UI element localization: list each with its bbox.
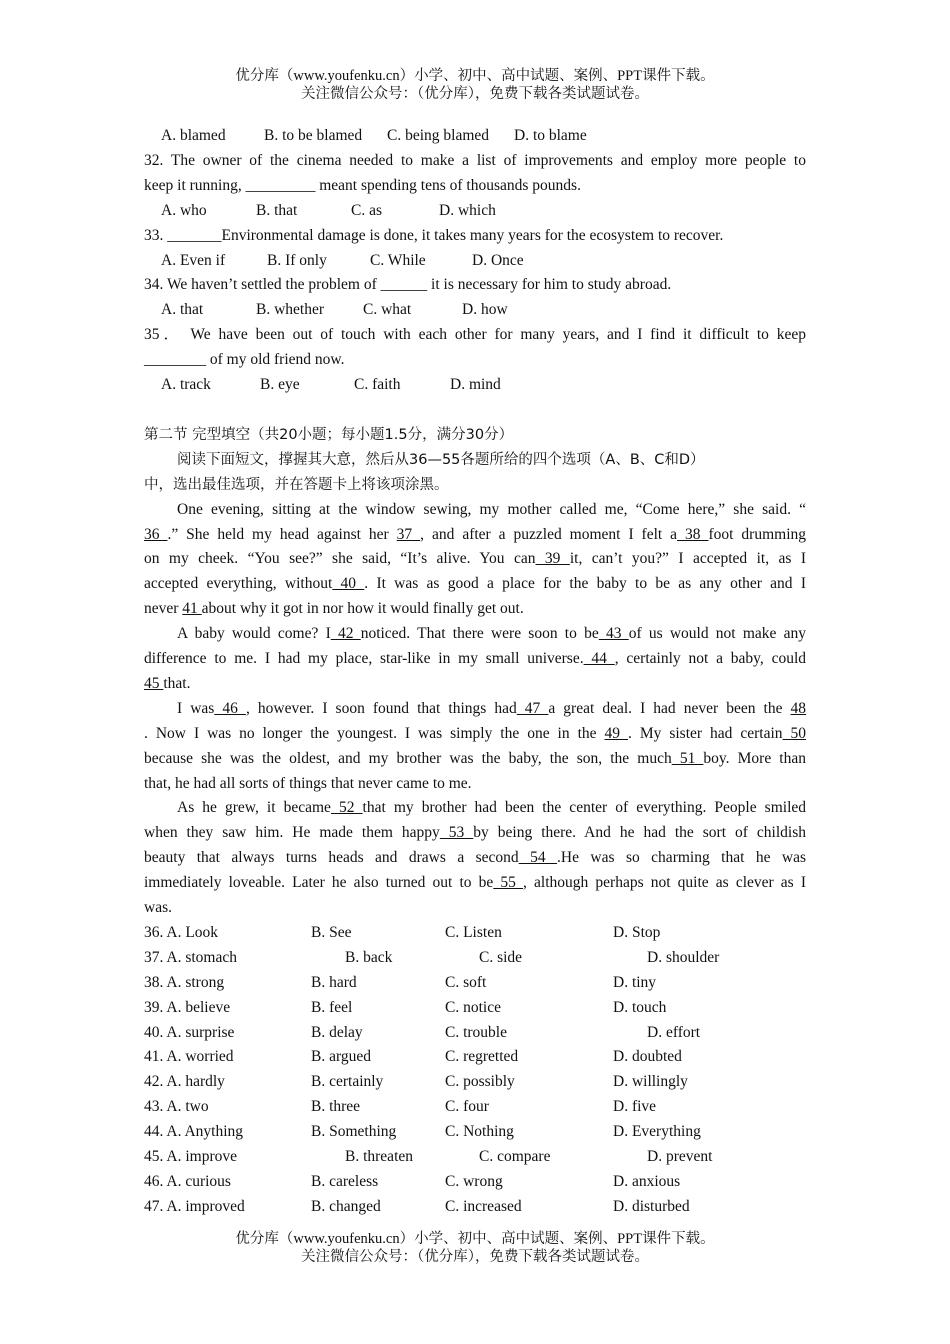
choice-option-c: C. compare — [479, 1148, 551, 1166]
passage-text: by being there. And he had the sort of childish — [473, 824, 806, 842]
passage-text: of us would not make any — [628, 625, 807, 643]
choice-row — [144, 1170, 806, 1195]
passage-p4-line-1 — [144, 796, 806, 821]
passage-text: , and after a puzzled moment I felt a — [420, 525, 678, 543]
page-header — [0, 67, 950, 103]
passage-text: As he grew, it became — [177, 799, 331, 817]
blank-number: 49 — [604, 724, 628, 742]
header-line-1: 优分库（www.youfenku.cn）小学、初中、高中试题、案例、PPT课件下载。 — [235, 68, 715, 84]
q32-option-d: D. which — [439, 201, 496, 219]
q35-stem-line-1: 35． We have been out of touch with each other for many years, and I find it difficult to keep — [144, 326, 806, 344]
q34-option-b: B. whether — [256, 301, 325, 319]
q35-options — [144, 373, 806, 398]
passage-p3-line-4 — [144, 772, 806, 797]
passage-text: , certainly not a baby, could — [614, 650, 807, 668]
choice-option-c: C. Nothing — [445, 1123, 514, 1141]
passage-p3-line-3 — [144, 747, 806, 772]
choice-option-n: 36. A. Look — [144, 924, 219, 942]
q32-option-c: C. as — [351, 201, 382, 219]
choice-option-n: 44. A. Anything — [144, 1123, 244, 1141]
q35-option-b: B. eye — [260, 376, 300, 393]
choice-option-c: C. trouble — [445, 1023, 507, 1041]
choice-option-b: B. three — [311, 1098, 361, 1116]
choice-option-n: 37. A. stomach — [144, 948, 237, 966]
choice-option-b: B. back — [345, 948, 393, 966]
passage-p2-line-3 — [144, 672, 806, 697]
section-2-title: 第二节 完型填空（共20小题；每小题1.5分，满分30分） — [144, 426, 514, 443]
q35-stem-line-2: ________ of my old friend now. — [144, 351, 345, 369]
passage-p4-line-5 — [144, 896, 806, 921]
choice-option-n: 47. A. improved — [144, 1197, 245, 1215]
q33-options — [144, 249, 806, 274]
blank-number: 42 — [330, 625, 361, 643]
choice-option-d: D. disturbed — [613, 1197, 690, 1215]
choice-row — [144, 1095, 806, 1120]
q31-option-b: B. to be blamed — [264, 127, 363, 144]
section-2-instruction-line-2: 中，选出最佳选项，并在答题卡上将该项涂黑。 — [144, 476, 449, 493]
blank-number: 54 — [518, 849, 558, 867]
blank-number: 55 — [493, 874, 524, 892]
passage-text: . My sister had certain — [627, 724, 783, 742]
passage-text: that my brother had been the center of everything. People smiled — [362, 799, 807, 817]
cloze-choices — [144, 921, 806, 1220]
q32-options — [144, 199, 806, 224]
choice-option-c: C. soft — [445, 973, 487, 991]
blank-number: 38 — [677, 525, 709, 543]
q35-option-a: A. track — [161, 376, 211, 393]
choice-option-d: D. five — [613, 1098, 657, 1116]
choice-row — [144, 971, 806, 996]
header-line-2: 关注微信公众号：（优分库），免费下载各类试题试卷。 — [301, 86, 649, 102]
choice-option-c: C. notice — [445, 998, 501, 1016]
passage-p1-line-5 — [144, 597, 806, 622]
passage-text: it, can’t you?” I accepted it, as I — [569, 550, 807, 568]
passage-p3-line-2 — [144, 722, 806, 747]
passage-p4-line-2 — [144, 821, 806, 846]
passage-p4-line-3 — [144, 846, 806, 871]
blank-number: 47 — [516, 699, 549, 717]
blank-number: 53 — [439, 824, 474, 842]
choice-option-n: 46. A. curious — [144, 1172, 231, 1190]
passage-text: foot drumming — [708, 525, 807, 543]
q32-option-b: B. that — [256, 201, 298, 219]
choice-row — [144, 1045, 806, 1070]
section-2-instruction-line-1: 阅读下面短文，撑握其大意，然后从36—55各题所给的四个选项（A、B、C和D） — [177, 451, 705, 468]
passage-text: a great deal. I had never been the — [548, 699, 791, 717]
passage-p1-line-3 — [144, 547, 806, 572]
q34-option-d: D. how — [462, 301, 508, 319]
choice-option-c: C. four — [445, 1098, 489, 1116]
blank-number: 40 — [332, 575, 365, 593]
choice-option-b: B. delay — [311, 1023, 363, 1041]
passage-text: .He was so charming that he was — [557, 849, 806, 867]
q34-options — [144, 298, 806, 323]
choice-option-n: 38. A. strong — [144, 973, 225, 991]
page-footer — [0, 1230, 950, 1266]
passage-text: about why it got in nor how it would finally get out. — [201, 600, 524, 618]
choice-option-c: C. side — [479, 948, 523, 966]
choice-option-c: C. regretted — [445, 1048, 519, 1066]
q33-stem: 33. _______Environmental damage is done, it takes many years for the ecosystem to recover. — [144, 226, 724, 244]
choice-option-c: C. wrong — [445, 1172, 503, 1190]
choice-option-d: D. prevent — [647, 1148, 713, 1166]
passage-text: when they saw him. He made them happy — [144, 824, 440, 842]
choice-row — [144, 1145, 806, 1170]
choice-option-b: B. hard — [311, 973, 357, 991]
choice-row — [144, 1070, 806, 1095]
choice-option-b: B. See — [311, 924, 352, 942]
q35-option-c: C. faith — [354, 376, 401, 393]
passage-text: beauty that always turns heads and draws a second — [144, 849, 519, 867]
choice-option-n: 41. A. worried — [144, 1048, 234, 1066]
choice-option-d: D. touch — [613, 998, 667, 1016]
blank-number: 37 — [396, 525, 421, 543]
passage-text: . It was as good a place for the baby to be as any other and I — [364, 575, 806, 593]
exam-content — [144, 124, 806, 1220]
choice-option-n: 39. A. believe — [144, 998, 231, 1016]
passage-p1-line-4 — [144, 572, 806, 597]
passage-text: I was — [177, 699, 215, 717]
passage-text: , although perhaps not quite as clever as I — [523, 874, 807, 892]
q32-option-a: A. who — [161, 201, 207, 219]
q35-option-d: D. mind — [450, 376, 501, 393]
q33-option-c: C. While — [370, 251, 426, 269]
blank-number: 45 — [144, 674, 164, 692]
passage-text: immediately loveable. Later he also turned out to be — [144, 874, 494, 892]
q33-option-d: D. Once — [472, 251, 524, 269]
passage-text: on my cheek. “You see?” she said, “It’s alive. You can — [144, 550, 536, 568]
passage-text: , however. I soon found that things had — [245, 699, 517, 717]
choice-option-d: D. tiny — [613, 973, 657, 991]
passage-text: . Now I was no longer the youngest. I was simply the one in the — [144, 724, 605, 742]
passage-text: .” She held my head against her — [167, 525, 397, 543]
q32-stem-line-1: 32. The owner of the cinema needed to make a list of improvements and employ more people to — [144, 151, 806, 169]
footer-line-2: 关注微信公众号：（优分库），免费下载各类试题试卷。 — [301, 1249, 649, 1265]
passage-text: accepted everything, without — [144, 575, 333, 593]
choice-row — [144, 1120, 806, 1145]
choice-option-n: 45. A. improve — [144, 1148, 237, 1166]
passage-p3-line-1 — [144, 697, 806, 722]
blank-number: 50 — [782, 724, 807, 742]
passage-text: that, he had all sorts of things that never came to me. — [144, 774, 472, 792]
q31-option-c: C. being blamed — [387, 127, 490, 144]
blank-number: 48 — [790, 699, 807, 717]
choice-row — [144, 921, 806, 946]
choice-option-d: D. willingly — [613, 1073, 688, 1091]
passage-p1-line-1 — [144, 498, 806, 523]
passage-text: was. — [144, 899, 172, 917]
cloze-passage — [144, 498, 806, 921]
choice-option-d: D. effort — [647, 1023, 701, 1041]
choice-option-c: C. Listen — [445, 924, 502, 942]
choice-option-b: B. Something — [311, 1123, 397, 1141]
blank-number: 36 — [144, 525, 168, 543]
choice-option-n: 42. A. hardly — [144, 1073, 225, 1091]
passage-text: difference to me. I had my place, star-like in my small universe. — [144, 650, 584, 668]
blank-number: 41 — [182, 600, 202, 618]
choice-option-d: D. shoulder — [647, 948, 720, 966]
passage-p2-line-1 — [144, 622, 806, 647]
q31-options — [144, 124, 806, 149]
passage-text: never — [144, 600, 183, 618]
blank-number: 46 — [214, 699, 246, 717]
blank-number: 52 — [330, 799, 363, 817]
passage-text: that. — [163, 674, 191, 692]
blank-number: 44 — [583, 650, 615, 668]
choice-option-n: 43. A. two — [144, 1098, 209, 1116]
blank-number: 43 — [598, 625, 629, 643]
passage-text: One evening, sitting at the window sewing, my mother called me, “Come here,” she said. “ — [177, 500, 806, 518]
q34-option-a: A. that — [161, 301, 204, 319]
q34-option-c: C. what — [363, 301, 412, 319]
q31-option-a: A. blamed — [161, 127, 226, 144]
choice-row — [144, 996, 806, 1021]
choice-option-b: B. threaten — [345, 1148, 414, 1166]
blank-number: 39 — [535, 550, 570, 568]
passage-text: noticed. That there were soon to be — [360, 625, 599, 643]
q32-stem-line-2: keep it running, _________ meant spending tens of thousands pounds. — [144, 176, 581, 194]
choice-option-b: B. argued — [311, 1048, 371, 1066]
q33-option-b: B. If only — [267, 251, 327, 269]
choice-option-b: B. changed — [311, 1197, 381, 1215]
choice-option-d: D. Stop — [613, 924, 661, 942]
blank-number: 51 — [671, 749, 704, 767]
passage-p4-line-4 — [144, 871, 806, 896]
choice-option-d: D. anxious — [613, 1172, 681, 1190]
choice-row — [144, 1195, 806, 1220]
choice-option-d: D. doubted — [613, 1048, 682, 1066]
q31-option-d: D. to blame — [514, 127, 587, 144]
choice-option-c: C. possibly — [445, 1073, 515, 1091]
choice-option-n: 40. A. surprise — [144, 1023, 235, 1041]
choice-row — [144, 946, 806, 971]
passage-text: because she was the oldest, and my brother was the baby, the son, the much — [144, 749, 672, 767]
choice-option-d: D. Everything — [613, 1123, 701, 1141]
passage-text: A baby would come? I — [177, 625, 331, 643]
footer-line-1: 优分库（www.youfenku.cn）小学、初中、高中试题、案例、PPT课件下载。 — [235, 1231, 715, 1247]
passage-p2-line-2 — [144, 647, 806, 672]
passage-text: boy. More than — [703, 749, 806, 767]
q33-option-a: A. Even if — [161, 251, 226, 269]
q34-stem: 34. We haven’t settled the problem of ______ it is necessary for him to study abroad. — [144, 276, 672, 294]
choice-option-c: C. increased — [445, 1197, 522, 1215]
choice-option-b: B. feel — [311, 998, 353, 1016]
choice-option-b: B. careless — [311, 1172, 379, 1190]
choice-row — [144, 1021, 806, 1046]
choice-option-b: B. certainly — [311, 1073, 384, 1091]
passage-p1-line-2 — [144, 523, 806, 548]
